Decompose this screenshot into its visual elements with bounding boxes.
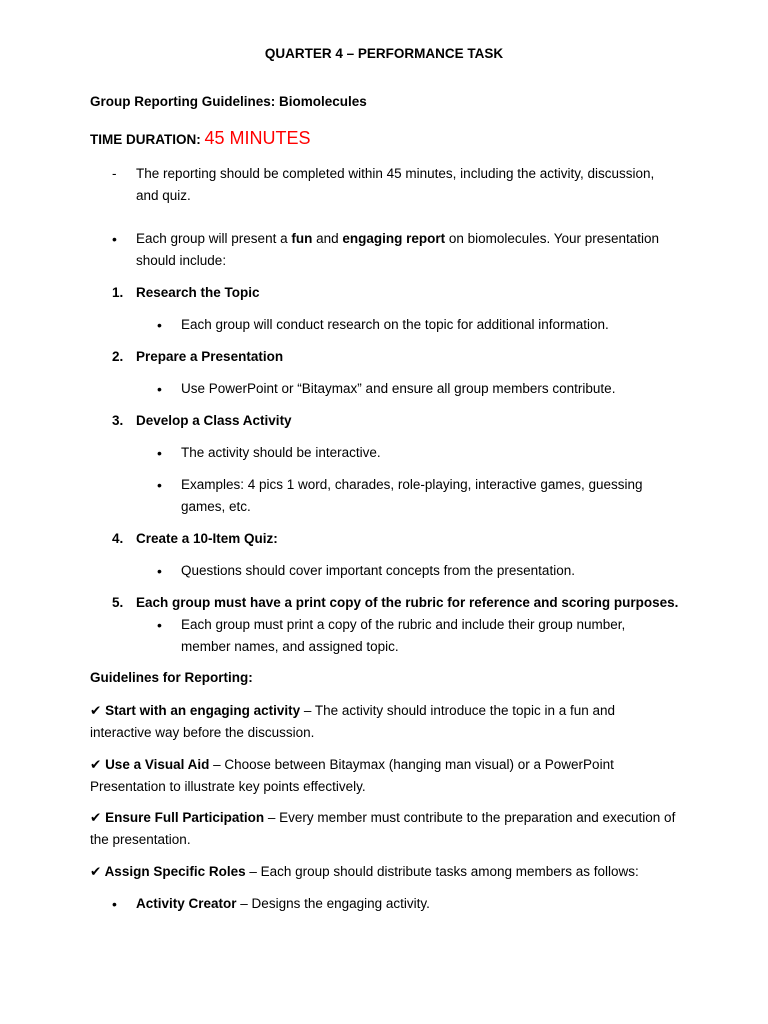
check-icon: ✔ (90, 757, 106, 772)
guideline-bold: Ensure Full Participation (105, 810, 265, 825)
step-heading: Develop a Class Activity (136, 413, 292, 428)
role-desc: – Designs the engaging activity. (236, 896, 430, 911)
check-icon: ✔ (90, 864, 105, 879)
bullet-text-pre: Each group will present a (136, 231, 292, 246)
guideline-desc: – Choose between Bitaymax (hanging man visual) or a PowerPoint Presentation to illustrate key points effectively. (90, 757, 614, 794)
role-bullet: • (112, 896, 117, 912)
sub-text: Examples: 4 pics 1 word, charades, role-playing, interactive games, guessing games, etc. (181, 477, 643, 514)
guideline-text (90, 754, 676, 798)
bullet-bold-engaging: engaging report (342, 231, 446, 246)
sub-text: The activity should be interactive. (181, 445, 381, 460)
step-number: 5. (112, 595, 124, 610)
role-text (136, 893, 676, 915)
guideline-text (90, 700, 676, 744)
dash-marker: - (112, 166, 117, 181)
step-number: 2. (112, 349, 124, 364)
guideline-desc: – The activity should introduce the topic in a fun and interactive way before the discussion. (90, 703, 616, 740)
step-heading: Prepare a Presentation (136, 349, 284, 364)
duration-label: TIME DURATION: (90, 132, 205, 147)
bullet-text-mid: and (312, 231, 343, 246)
document-title: QUARTER 4 – PERFORMANCE TASK (264, 46, 504, 61)
sub-text: Each group must print a copy of the rubric and include their group number, member names, and assigned topic. (181, 617, 626, 654)
check-icon: ✔ (90, 703, 106, 718)
sub-text: Questions should cover important concepts from the presentation. (181, 563, 575, 578)
sub-bullet: • (157, 477, 162, 493)
duration-value: 45 MINUTES (204, 128, 311, 148)
document-subtitle: Group Reporting Guidelines: Biomolecules (90, 94, 367, 109)
sub-text: Each group will conduct research on the topic for additional information. (181, 317, 609, 332)
bullet-text-post: on biomolecules. Your presentation should include: (136, 231, 660, 268)
sub-bullet: • (157, 317, 162, 333)
dash-text: The reporting should be completed within 45 minutes, including the activity, discussion, and quiz. (136, 166, 655, 203)
step-number: 3. (112, 413, 124, 428)
step-heading: Each group must have a print copy of the rubric for reference and scoring purposes. (136, 595, 679, 610)
sub-bullet: • (157, 381, 162, 397)
step-number: 1. (112, 285, 124, 300)
guideline-text (90, 861, 676, 883)
sub-text: Use PowerPoint or “Bitaymax” and ensure all group members contribute. (181, 381, 616, 396)
sub-bullet: • (157, 563, 162, 579)
bullet-bold-fun: fun (291, 231, 313, 246)
bullet-marker: • (112, 231, 117, 247)
sub-bullet: • (157, 445, 162, 461)
guidelines-heading: Guidelines for Reporting: (90, 670, 253, 685)
guideline-desc: – Each group should distribute tasks among members as follows: (245, 864, 639, 879)
guideline-bold: Assign Specific Roles (104, 864, 246, 879)
step-heading: Create a 10-Item Quiz: (136, 531, 278, 546)
guideline-text (90, 807, 676, 851)
role-name: Activity Creator (136, 896, 237, 911)
time-duration (90, 127, 311, 151)
guideline-bold: Start with an engaging activity (105, 703, 301, 718)
sub-bullet: • (157, 617, 162, 633)
step-heading: Research the Topic (136, 285, 260, 300)
guideline-desc: – Every member must contribute to the preparation and execution of the presentation. (90, 810, 676, 847)
guideline-bold: Use a Visual Aid (105, 757, 210, 772)
bullet-text (136, 228, 676, 272)
check-icon: ✔ (90, 810, 106, 825)
step-number: 4. (112, 531, 124, 546)
